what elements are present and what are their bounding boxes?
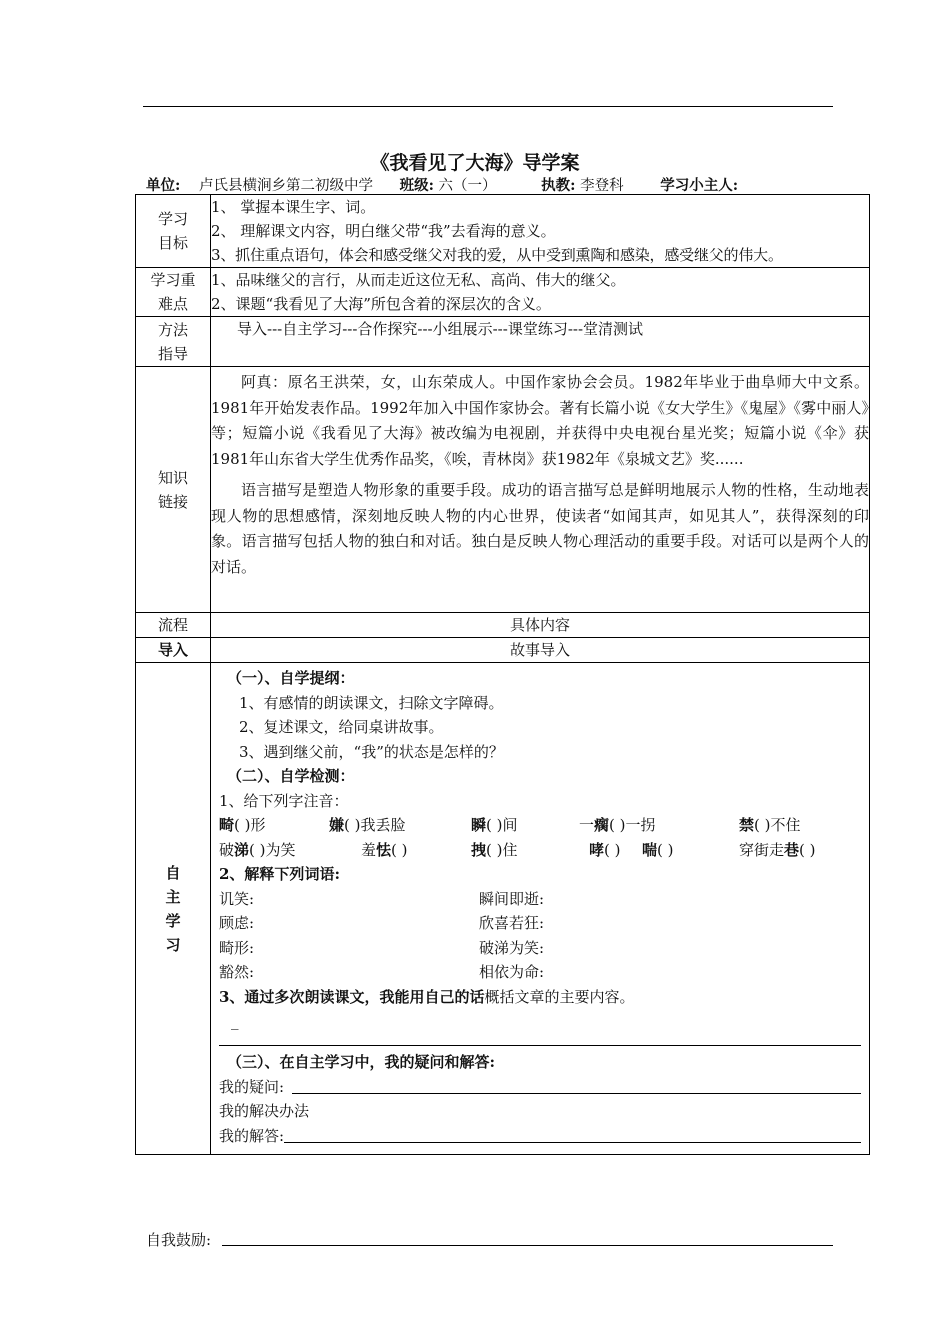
explain-term: 相依为命:: [479, 963, 545, 981]
teacher-label: 执教:: [541, 177, 576, 194]
answer-line[interactable]: [284, 1124, 861, 1143]
self-study-row: [136, 663, 870, 1155]
question-row: [219, 1075, 861, 1100]
class-label: 班级:: [399, 177, 434, 194]
summary-instruction: 3、通过多次朗读课文，我能用自己的话概括文章的主要内容。: [219, 987, 635, 1006]
host-label: 学习小主人:: [660, 177, 739, 194]
answer-row: [219, 1124, 861, 1149]
question-answer-line[interactable]: [292, 1075, 861, 1094]
explain-row: [219, 936, 861, 961]
knowledge-row: [136, 367, 870, 613]
unit-label: 单位:: [146, 177, 181, 194]
explain-term: 破涕为笑:: [479, 938, 545, 957]
method-label-line: 我的解决办法: [219, 1102, 310, 1120]
pinyin-item: 羞怯( ): [361, 840, 408, 859]
info-line: [146, 174, 738, 195]
study-plan-table: [135, 194, 870, 1155]
self-study-content: [211, 663, 870, 1155]
explain-row: [219, 960, 861, 985]
document-title: 《我看见了大海》导学案: [370, 152, 580, 174]
method-row: [136, 317, 870, 367]
explain-term: 讥笑:: [219, 889, 255, 908]
pinyin-item: 拽( )住: [471, 840, 518, 859]
pinyin-heading: 1、给下列字注音：: [219, 791, 349, 810]
self-study-label: 自 主 学 习: [136, 663, 211, 1155]
intro-label: 导入: [136, 638, 211, 663]
goals-label: 学习 目标: [136, 195, 211, 268]
pinyin-item: 喘( ): [642, 840, 674, 859]
knowledge-content: [211, 367, 870, 613]
outline-item: 3、遇到继父前，“我”的状态是怎样的？: [239, 742, 504, 761]
key-point-item: 2、课题“我看见了大海”所包含着的深层次的含义。: [211, 295, 551, 313]
intro-row: [136, 638, 870, 663]
method-content: [211, 317, 870, 367]
goals-content: [211, 195, 870, 268]
explain-term: 瞬间即逝:: [479, 889, 545, 908]
self-encouragement-label: 自我鼓励:: [146, 1231, 212, 1249]
goal-item: 1、 掌握本课生字、词。: [211, 198, 376, 216]
key-point-item: 1、品味继父的言行，从而走近这位无私、高尚、伟大的继父。: [211, 271, 626, 289]
pinyin-item: 嫌( )我丢脸: [329, 816, 406, 834]
pinyin-item: 哮( ): [589, 840, 621, 859]
key-points-label: 学习重 难点: [136, 268, 211, 317]
pinyin-item: 畸( )形: [219, 816, 266, 834]
unit-value: 卢氏县横涧乡第二初级中学: [198, 178, 373, 194]
explain-term: 顾虑:: [219, 914, 255, 932]
check-heading: （二）、自学检测：: [227, 767, 355, 785]
self-encouragement-line[interactable]: [222, 1245, 833, 1246]
class-value: 六（一）: [438, 178, 497, 194]
header-rule: [143, 106, 833, 107]
knowledge-para-author: 阿真：原名王洪荣，女，山东荣成人。中国作家协会会员。1982年毕业于曲阜师大中文系。1981年开始发表作品。1992年加入中国作家协会。著有长篇小说《女大学生》《鬼屋》《雾中丽人》等；短篇小说《我看见了大海》被改编为电视剧，并获得中央电视台星光奖；短篇小说《伞》获1981年山东省大学生优秀作品奖，《唉，青林岗》获1982年《泉城文艺》奖......: [211, 373, 869, 468]
question-heading: （三）、在自主学习中，我的疑问和解答:: [227, 1053, 496, 1071]
intro-content: 故事导入: [211, 638, 870, 663]
pinyin-item: 破涕( )为笑: [219, 840, 296, 859]
summary-dash: _: [231, 1012, 239, 1030]
flow-content: 具体内容: [211, 613, 870, 638]
answer-label: 我的解答:: [219, 1126, 285, 1145]
outline-item: 1、有感情的朗读课文，扫除文字障碍。: [239, 693, 504, 712]
teacher-value: 李登科: [580, 178, 624, 194]
pinyin-item: 禁( )不住: [739, 816, 801, 834]
explain-row: [219, 911, 861, 936]
knowledge-para-language: 语言描写是塑造人物形象的重要手段。成功的语言描写总是鲜明地展示人物的性格，生动地表现人物的思想感情，深刻地反映人物的内心世界，使读者“如闻其声，如见其人”，获得深刻的印象。语言描写包括人物的独白和对话。独白是反映人物心理活动的重要手段。对话可以是两个人的对话。: [211, 481, 869, 576]
explain-term: 畸形:: [219, 938, 255, 957]
knowledge-label: 知识 链接: [136, 367, 211, 613]
goal-item: 3、抓住重点语句，体会和感受继父对我的爱，从中受到熏陶和感染，感受继父的伟大。: [211, 246, 783, 264]
goal-item: 2、 理解课文内容，明白继父带“我”去看海的意义。: [211, 222, 556, 240]
goals-row: [136, 195, 870, 268]
flow-label: 流程: [136, 613, 211, 638]
pinyin-row-1: [219, 813, 861, 838]
explain-term: 豁然:: [219, 963, 255, 981]
question-label: 我的疑问:: [219, 1077, 285, 1096]
outline-item: 2、复述课文，给同桌讲故事。: [239, 718, 444, 736]
pinyin-item: 一瘸( )一拐: [579, 816, 656, 834]
pinyin-row-2: [219, 838, 861, 863]
explain-row: [219, 887, 861, 912]
key-points-row: [136, 268, 870, 317]
flow-row: [136, 613, 870, 638]
method-label: 方法 指导: [136, 317, 211, 367]
explain-term: 欣喜若狂:: [479, 914, 545, 932]
outline-heading: （一）、自学提纲：: [227, 669, 355, 687]
summary-answer-line[interactable]: [219, 1041, 861, 1046]
explain-heading: 2、解释下列词语:: [219, 865, 340, 883]
method-text: 导入---自主学习---合作探究---小组展示---课堂练习---堂清测试: [237, 320, 644, 338]
pinyin-item: 瞬( )间: [471, 816, 518, 834]
pinyin-item: 穿街走巷( ): [739, 840, 816, 859]
key-points-content: [211, 268, 870, 317]
